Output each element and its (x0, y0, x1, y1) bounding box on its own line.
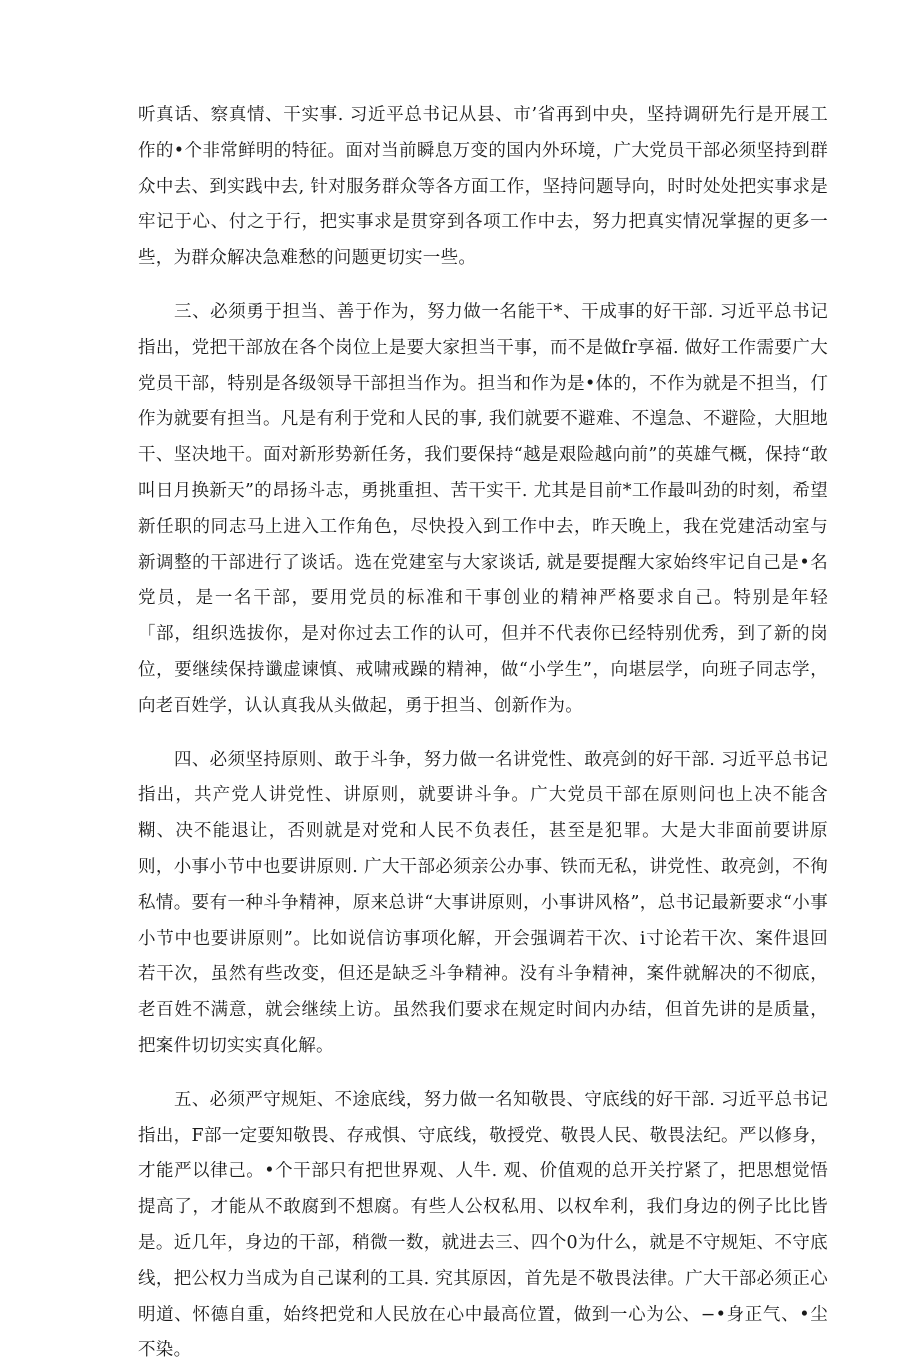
document-body (138, 98, 828, 1369)
paragraph-gap (138, 725, 828, 743)
paragraph-1: 听真话、察真情、干实事. 习近平总书记从县、市’省再到中央，坚持调研先行是开展工作的•个非常鲜明的特征。面对当前瞬息万变的国内外环境，广大党员干部必须坚持到群众中去、到实践中去, 针对服务群众等各方面工作，坚持问题导向，时时处处把实事求是牢记于心、付之于行，把实事求是贯穿到各项工作中去，努力把真实情况掌握的更多一些，为群众解决急难愁的问题更切实一些。 (138, 105, 828, 269)
paragraph-gap (138, 1065, 828, 1083)
paragraph-4: 五、必须严守规矩、不途底线，努力做一名知敬畏、守底线的好干部. 习近平总书记指出，F部一定要知敬畏、存戒惧、守底线，敬授党、敬畏人民、敬畏法纪。严以修身，才能严以律己。•个干部只有把世界观、人牛. 观、价值观的总开关拧紧了，把思想觉悟提高了，才能从不敢腐到不想腐。有些人公权私用、以权牟利，我们身边的例子比比皆是。近几年，身边的干部，稍微一数，就进去三、四个0为什么，就是不守规矩、不守底线，把公权力当成为自己谋利的工具. 究其原因，首先是不敬畏法律。广大干部必须正心明道、怀德自重，始终把党和人民放在心中最高位置，做到一心为公、−•身正气、•尘不染。 (138, 1089, 828, 1361)
paragraph-2: 三、必须勇于担当、善于作为，努力做一名能干*、干成事的好干部. 习近平总书记指出，党把干部放在各个岗位上是要大家担当干事，而不是做fr享福. 做好工作需要广大党员干部，特别是各级领导干部担当作为。担当和作为是•体的，不作为就是不担当，仃作为就要有担当。凡是有利于党和人民的事, 我们就要不避难、不遑急、不避险，大胆地干、坚决地干。面对新形势新任务，我们要保持“越是艰险越向前”的英雄气概，保持“敢叫日月换新天”的昂扬斗志，勇挑重担、苦干实干. 尤其是目前*工作最叫劲的时刻，希望新任职的同志马上进入工作角色，尽快投入到工作中去，昨天晚上，我在党建活动室与新调整的干部进行了谈话。选在党建室与大家谈话, 就是要提醒大家始终牢记自己是•名党员，是一名干部，要用党员的标准和干事创业的精神严格要求自己。特别是年轻「部，组织选拔你，是对你过去工作的认可，但并不代表你已经特别优秀，到了新的岗位，要继续保持谶虚谏慎、戒啸戒躁的精神，做“小学生”，向堪层学，向班子同志学，向老百姓学，认认真我从头做起，勇于担当、创新作为。 (138, 301, 828, 716)
paragraph-gap (138, 277, 828, 295)
paragraph-3: 四、必须坚持原则、敢于斗争，努力做一名讲党性、敢亮剑的好干部. 习近平总书记指出，共产党人讲党性、讲原则，就要讲斗争。广大党员干部在原则问也上决不能含糊、决不能退让，否则就是对党和人民不负表任，甚至是犯罪。大是大非面前要讲原则，小事小节中也要讲原则. 广大干部必须亲公办事、铁而无私，讲党性、敢亮剑，不徇私情。要有一种斗争精神，原来总讲“大事讲原则，小事讲风格”，总书记最新要求“小事小节中也要讲原则”。比如说信访事项化解，开会强调若干次、i寸论若干次、案件退回若干次，虽然有些改变，但还是缺乏斗争精神。没有斗争精神，案件就解决的不彻底，老百姓不满意，就会继续上访。虽然我们要求在规定时间内办结，但首先讲的是质量，把案件切切实实真化解。 (138, 749, 828, 1056)
